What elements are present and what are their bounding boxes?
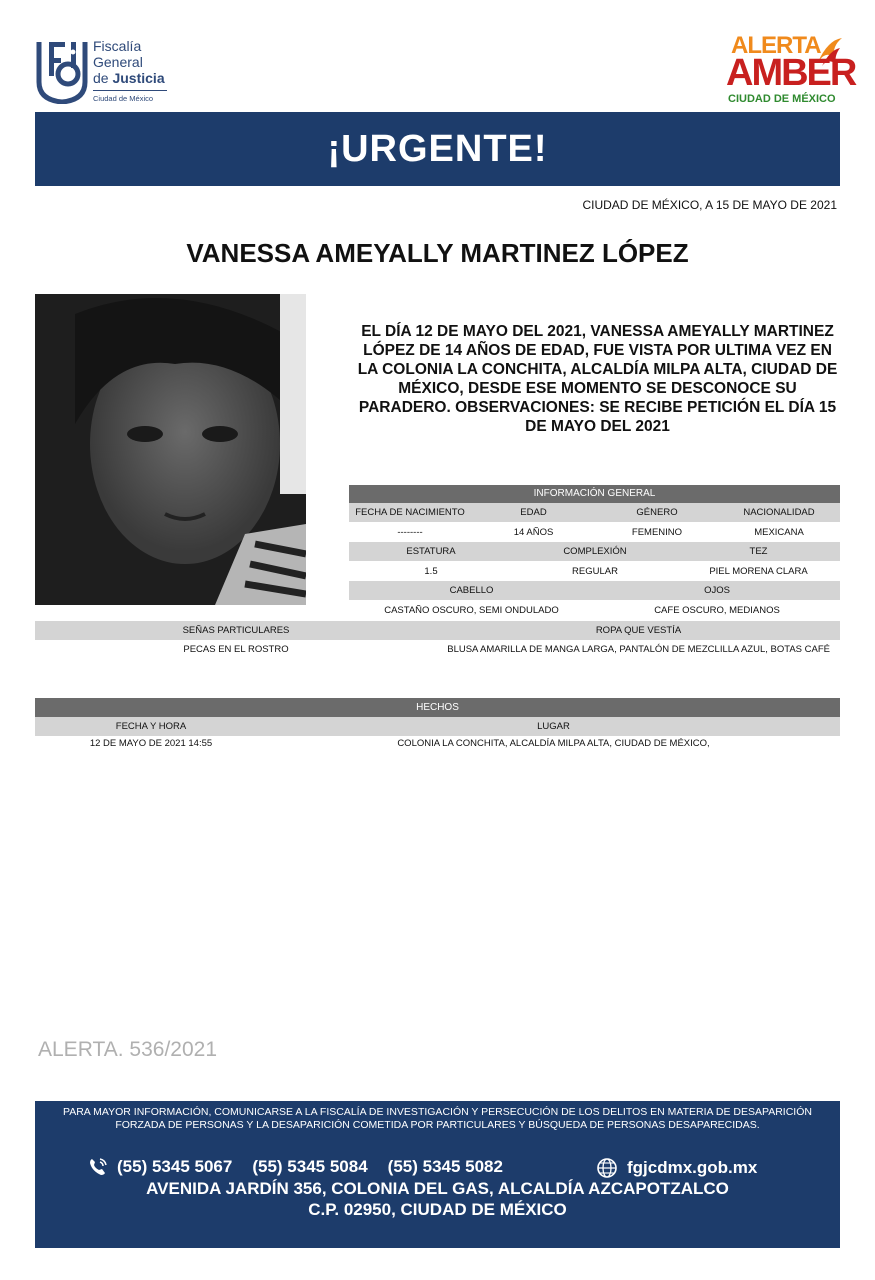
logo-line-4: Ciudad de México [93,94,154,103]
label-datetime: FECHA Y HORA [115,721,187,732]
website-link[interactable]: fgjcdmx.gob.mx [627,1158,758,1177]
value-datetime: 12 DE MAYO DE 2021 14:55 [89,737,213,749]
label-height: ESTATURA [406,546,456,557]
phone-number-1[interactable]: (55) 5345 5067 [117,1157,233,1176]
alert-folio: ALERTA. 536/2021 [38,1038,218,1061]
case-narrative: EL DÍA 12 DE MAYO DEL 2021, VANESSA AMEYALLY MARTINEZ LÓPEZ DE 14 AÑOS DE EDAD, FUE VISTA POR ULTIMA VEZ EN LA COLONIA LA CONCHITA, ALCALDÍA MILPA ALTA, CIUDAD DE MÉXICO, DESDE ESE MOMENTO SE DESCONOCE SU PARADERO. OBSERVACIONES: SE RECIBE PETICIÓN EL DÍA 15 DE MAYO DEL 2021 [357,323,838,435]
value-gender: FEMENINO [631,526,683,538]
logo-line-2: General [93,54,143,70]
value-eyes: CAFE OSCURO, MEDIANOS [654,604,780,616]
phone-number-3[interactable]: (55) 5345 5082 [387,1157,503,1176]
address-line-1: AVENIDA JARDÍN 356, COLONIA DEL GAS, ALCALDÍA AZCAPOTZALCO [146,1179,729,1198]
date-line: CIUDAD DE MÉXICO, A 15 DE MAYO DE 2021 [582,198,837,212]
general-info-table [349,485,840,620]
label-hair: CABELLO [449,585,494,596]
facts-values [35,736,840,750]
person-photo [35,294,306,605]
amber-logo-line-1: ALERTA [731,32,821,59]
particulars-values [35,640,840,658]
footer-phones [87,1156,523,1178]
label-place: LUGAR [537,721,570,732]
general-info-row3-labels [349,581,840,600]
logo-line-3 [93,70,165,86]
contact-footer [35,1101,840,1248]
value-complexion: PIEL MORENA CLARA [709,565,808,577]
particulars-table [35,621,840,658]
general-info-row1-labels [349,503,840,522]
fgj-emblem-icon [35,38,89,104]
particulars-labels [35,621,840,640]
person-photo-image [35,294,306,605]
general-info-row3-values [349,600,840,620]
general-info-row1-values [349,522,840,542]
amber-logo-line-2: AMBER [726,52,856,94]
urgent-banner: ¡URGENTE! [35,112,840,186]
value-hair: CASTAÑO OSCURO, SEMI ONDULADO [384,604,559,616]
value-age: 14 AÑOS [513,526,554,538]
fgj-logo [35,34,175,108]
logo-divider [93,90,167,91]
globe-icon [595,1156,619,1180]
phone-number-2[interactable]: (55) 5345 5084 [252,1157,368,1176]
alerta-amber-logo [726,30,856,110]
label-build: COMPLEXIÓN [563,546,627,557]
value-birthdate: -------- [397,526,423,538]
general-info-row2-labels [349,542,840,561]
value-build: REGULAR [572,565,618,577]
footer-website [595,1156,757,1180]
label-age: EDAD [520,507,547,518]
label-birthdate: FECHA DE NACIMIENTO [355,507,465,518]
value-distinguishing-marks: PECAS EN EL ROSTRO [183,643,289,655]
facts-labels [35,717,840,736]
footer-info-text: PARA MAYOR INFORMACIÓN, COMUNICARSE A LA FISCALÍA DE INVESTIGACIÓN Y PERSECUCIÓN DE LOS DELITOS EN MATERIA DE DESAPARICIÓN FORZADA DE PERSONAS Y LA DESAPARICIÓN COMETIDA POR PARTICULARES Y BÚSQUEDA DE PERSONAS DESAPARECIDAS. [63,1106,812,1131]
label-eyes: OJOS [704,585,730,596]
address-line-2: C.P. 02950, CIUDAD DE MÉXICO [308,1200,567,1219]
value-nationality: MEXICANA [754,526,804,538]
phone-icon [87,1156,109,1178]
value-height: 1.5 [424,565,438,577]
label-clothing: ROPA QUE VESTÍA [595,625,682,636]
person-name: VANESSA AMEYALLY MARTINEZ LÓPEZ [186,238,689,268]
logo-line-3-prefix: de [93,70,113,86]
general-info-title: INFORMACIÓN GENERAL [349,485,840,503]
label-complexion: TEZ [749,546,768,557]
general-info-row2-values [349,561,840,581]
label-distinguishing-marks: SEÑAS PARTICULARES [182,625,290,636]
label-nationality: NACIONALIDAD [743,507,815,518]
logo-line-3-bold: Justicia [112,70,165,86]
value-clothing: BLUSA AMARILLA DE MANGA LARGA, PANTALÓN DE MEZCLILLA AZUL, BOTAS CAFÉ [447,643,830,655]
facts-table [35,698,840,750]
facts-title: HECHOS [35,698,840,717]
value-place: COLONIA LA CONCHITA, ALCALDÍA MILPA ALTA, CIUDAD DE MÉXICO, [397,737,710,749]
label-gender: GÉNERO [636,507,678,518]
logo-line-1: Fiscalía [93,38,142,54]
amber-logo-line-3: CIUDAD DE MÉXICO [728,93,836,105]
